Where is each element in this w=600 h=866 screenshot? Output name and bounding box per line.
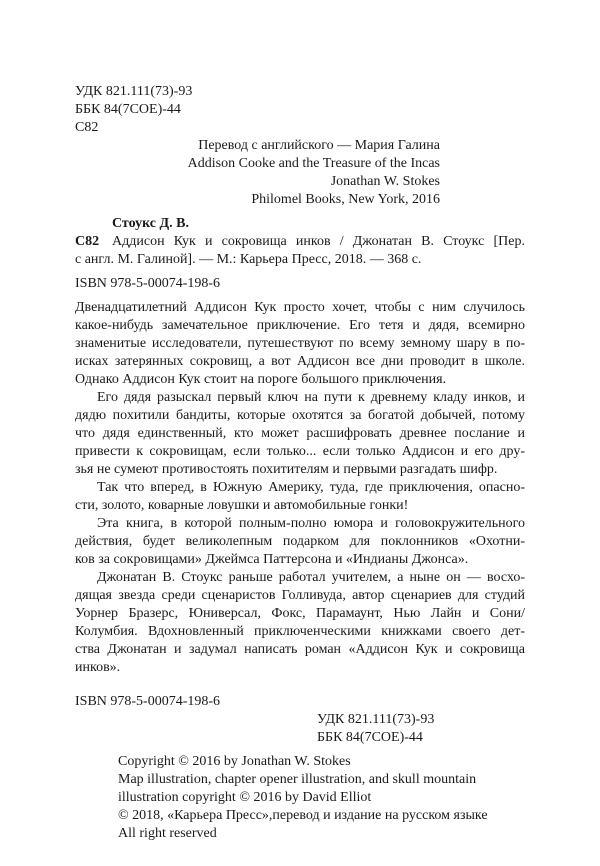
- original-publisher: Philomel Books, New York, 2016: [251, 192, 440, 207]
- annotation-line: зья не сумеют противостоять похитителям и первыми разгадать шифр.: [75, 462, 498, 477]
- catalog-author-heading: Стоукс Д. В.: [112, 216, 189, 231]
- catalog-sign: С82: [75, 234, 100, 249]
- copyright-line: illustration copyright © 2016 by David Elliot: [118, 790, 372, 805]
- annotation-line: какое-нибудь замечательное приключение. Его тетя и дядя, всемирно: [75, 318, 525, 333]
- original-title: Addison Cooke and the Treasure of the Incas: [187, 156, 440, 171]
- annotation-line: Двенадцатилетний Аддисон Кук просто хочет, чтобы с ним случилось: [75, 300, 525, 315]
- annotation-line: Колумбия. Вдохновленный приключенческими книжками своего дет-: [75, 624, 525, 639]
- footer-udk-code: УДК 821.111(73)-93: [317, 712, 435, 727]
- annotation-line: действия, будет великолепным подарком для поклонников «Охотни-: [75, 534, 525, 549]
- annotation-line: что дядя единственный, кто может расшифровать древнее послание и: [75, 426, 525, 441]
- annotation-line: ков за сокровищами» Джеймса Паттерсона и «Индианы Джонса».: [75, 552, 469, 567]
- bbk-code: ББК 84(7СОЕ)-44: [75, 102, 181, 117]
- footer-bbk-code: ББК 84(7СОЕ)-44: [317, 730, 423, 745]
- udk-code: УДК 821.111(73)-93: [75, 84, 193, 99]
- translator-line: Перевод с английского — Мария Галина: [198, 138, 440, 153]
- annotation-line: Уорнер Бразерс, Юниверсал, Фокс, Парамаунт, Нью Лайн и Сони/: [75, 606, 525, 621]
- annotation-line: привести к сокровищам, если только... если только Аддисон и его дру-: [75, 444, 525, 459]
- annotation-line: Так что вперед, в Южную Америку, туда, где приключения, опасно-: [97, 480, 525, 495]
- annotation-line: ства Джонатан и задумал написать роман «Аддисон Кук и сокровища: [75, 642, 525, 657]
- copyright-line: © 2018, «Карьера Пресс»,перевод и издание на русском языке: [118, 808, 488, 823]
- annotation-line: Джонатан В. Стоукс раньше работал учителем, а ныне он — восхо-: [97, 570, 525, 585]
- original-author: Jonathan W. Stokes: [330, 174, 440, 189]
- catalog-line-1: Аддисон Кук и сокровища инков / Джонатан В. Стоукс [Пер.: [112, 234, 525, 249]
- copyright-line: Copyright © 2016 by Jonathan W. Stokes: [118, 754, 351, 769]
- isbn-top: ISBN 978-5-00074-198-6: [75, 276, 221, 291]
- annotation-line: инков».: [75, 660, 121, 675]
- annotation-line: исках затерянных сокровищ, а вот Аддисон все дни проводит в школе.: [75, 354, 525, 369]
- annotation-line: знаменитые исследователи, путешествуют по всему земному шару в по-: [75, 336, 525, 351]
- annotation-line: сти, золото, коварные ловушки и автомобильные гонки!: [75, 498, 409, 513]
- isbn-bottom: ISBN 978-5-00074-198-6: [75, 694, 221, 709]
- copyright-line: All right reserved: [118, 826, 217, 841]
- annotation-line: Однако Аддисон Кук стоит на пороге большого приключения.: [75, 372, 447, 387]
- copyright-line: Map illustration, chapter opener illustration, and skull mountain: [118, 772, 477, 787]
- annotation-line: Эта книга, в которой полным-полно юмора и головокружительного: [97, 516, 525, 531]
- annotation-line: дящая звезда среди сценаристов Голливуда, автор сценариев для студий: [75, 588, 525, 603]
- annotation-line: дядю похитили бандиты, которые охотятся за богатой добычей, потому: [75, 408, 525, 423]
- author-sign: С82: [75, 120, 99, 135]
- annotation-line: Его дядя разыскал первый ключ на пути к древнему кладу инков, и: [97, 390, 525, 405]
- catalog-line-2: с англ. М. Галиной]. — М.: Карьера Пресс, 2018. — 368 с.: [75, 252, 422, 267]
